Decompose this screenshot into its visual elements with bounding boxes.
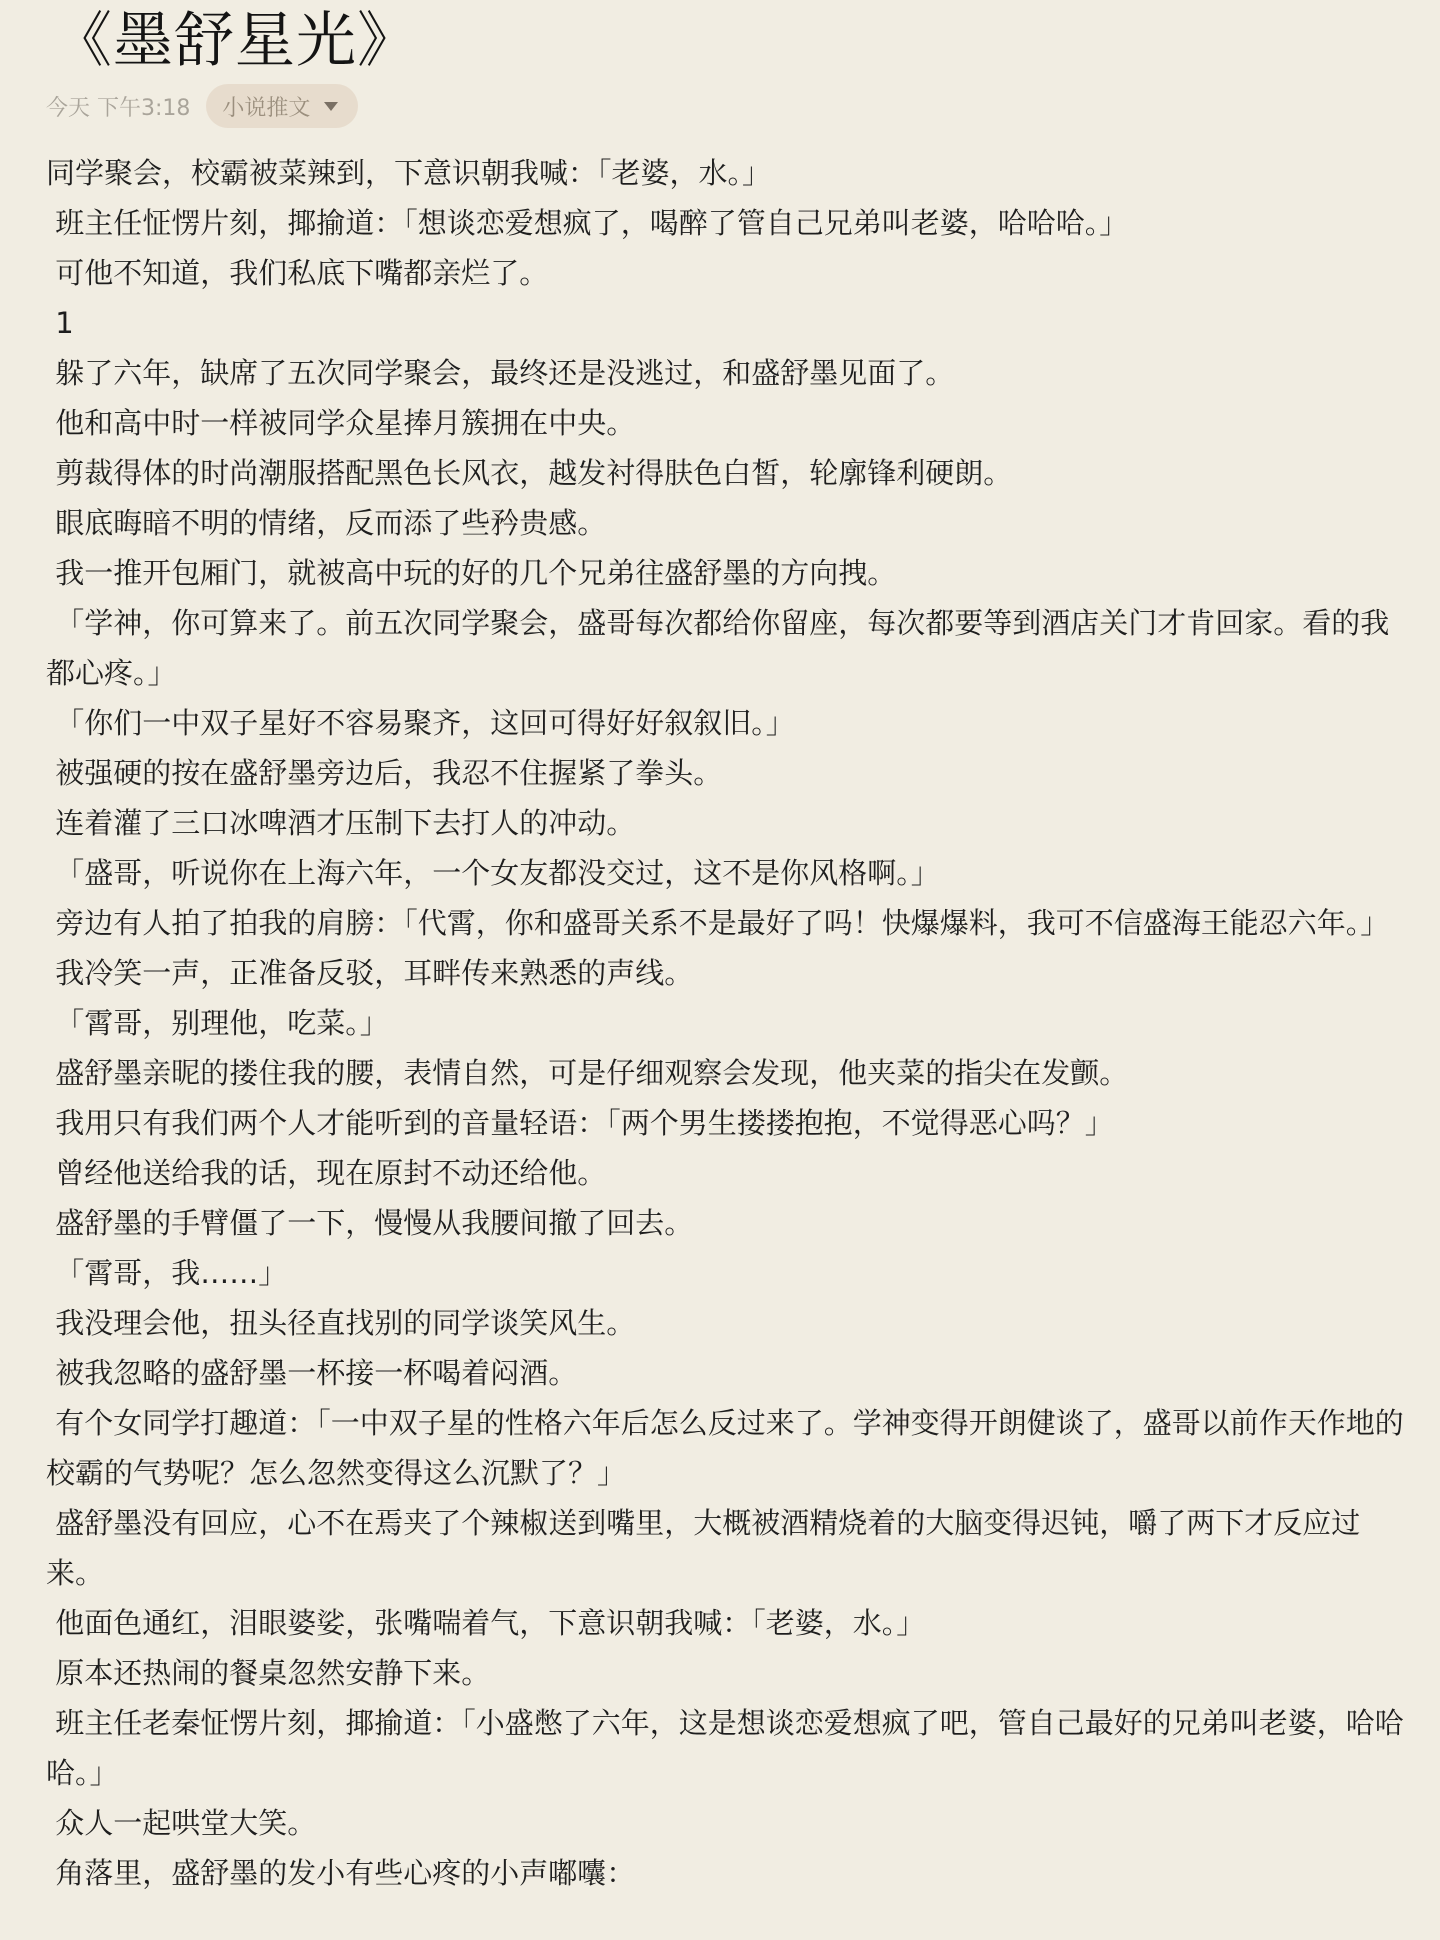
article-paragraph: 剪裁得体的时尚潮服搭配黑色长风衣，越发衬得肤色白皙，轮廓锋利硬朗。	[46, 456, 1013, 490]
article-paragraph: 我没理会他，扭头径直找别的同学谈笑风生。	[46, 1306, 636, 1340]
article-paragraph: 盛舒墨亲昵的搂住我的腰，表情自然，可是仔细观察会发现，他夹菜的指尖在发颤。	[46, 1056, 1129, 1090]
article-paragraph: 「霄哥，我……」	[46, 1256, 288, 1290]
article-paragraph: 班主任老秦怔愣片刻，揶揄道：「小盛憋了六年，这是想谈恋爱想疯了吧，管自己最好的兄弟叫老婆，哈哈哈。」	[46, 1706, 1404, 1790]
category-tag-dropdown[interactable]	[206, 84, 358, 128]
article-paragraph: 我一推开包厢门，就被高中玩的好的几个兄弟往盛舒墨的方向拽。	[46, 556, 897, 590]
article-paragraph: 他面色通红，泪眼婆娑，张嘴喘着气，下意识朝我喊：「老婆，水。」	[46, 1606, 926, 1640]
article-paragraph: 班主任怔愣片刻，揶揄道：「想谈恋爱想疯了，喝醉了管自己兄弟叫老婆，哈哈哈。」	[46, 206, 1129, 240]
article-paragraph: 被我忽略的盛舒墨一杯接一杯喝着闷酒。	[46, 1356, 578, 1390]
article-paragraph: 盛舒墨没有回应，心不在焉夹了个辣椒送到嘴里，大概被酒精烧着的大脑变得迟钝，嚼了两下才反应过来。	[46, 1506, 1361, 1590]
article-paragraph: 躲了六年，缺席了五次同学聚会，最终还是没逃过，和盛舒墨见面了。	[46, 356, 955, 390]
article-paragraph: 「你们一中双子星好不容易聚齐，这回可得好好叙叙旧。」	[46, 706, 795, 740]
article-paragraph: 旁边有人拍了拍我的肩膀：「代霄，你和盛哥关系不是最好了吗！快爆爆料，我可不信盛海王能忍六年。」	[46, 906, 1390, 940]
publish-time: 今天 下午3:18	[46, 95, 191, 121]
article-body	[46, 148, 1406, 1898]
category-label: 小说推文	[222, 95, 311, 121]
article-title: 《墨舒星光》	[52, 6, 418, 76]
article-paragraph: 有个女同学打趣道：「一中双子星的性格六年后怎么反过来了。学神变得开朗健谈了，盛哥以前作天作地的校霸的气势呢？怎么忽然变得这么沉默了？」	[46, 1406, 1404, 1490]
article-paragraph: 盛舒墨的手臂僵了一下，慢慢从我腰间撤了回去。	[46, 1206, 694, 1240]
article-paragraph: 曾经他送给我的话，现在原封不动还给他。	[46, 1156, 607, 1190]
article-paragraph: 连着灌了三口冰啤酒才压制下去打人的冲动。	[46, 806, 636, 840]
article-paragraph: 「霄哥，别理他，吃菜。」	[46, 1006, 389, 1040]
article-paragraph: 我用只有我们两个人才能听到的音量轻语：「两个男生搂搂抱抱，不觉得恶心吗？」	[46, 1106, 1114, 1140]
article-paragraph: 我冷笑一声，正准备反驳，耳畔传来熟悉的声线。	[46, 956, 694, 990]
article-paragraph: 角落里，盛舒墨的发小有些心疼的小声嘟囔：	[46, 1856, 636, 1890]
caret-down-icon	[324, 102, 338, 111]
article-paragraph: 可他不知道，我们私底下嘴都亲烂了。	[46, 256, 549, 290]
article-paragraph: 1	[46, 306, 74, 340]
article-paragraph: 同学聚会，校霸被菜辣到，下意识朝我喊：「老婆，水。」	[46, 156, 772, 190]
article-paragraph: 原本还热闹的餐桌忽然安静下来。	[46, 1656, 491, 1690]
article-paragraph: 「学神，你可算来了。前五次同学聚会，盛哥每次都给你留座，每次都要等到酒店关门才肯回家。看的我都心疼。」	[46, 606, 1390, 690]
article-paragraph: 被强硬的按在盛舒墨旁边后，我忍不住握紧了拳头。	[46, 756, 723, 790]
article-paragraph: 他和高中时一样被同学众星捧月簇拥在中央。	[46, 406, 636, 440]
article-paragraph: 「盛哥，听说你在上海六年，一个女友都没交过，这不是你风格啊。」	[46, 856, 940, 890]
article-paragraph: 眼底晦暗不明的情绪，反而添了些矜贵感。	[46, 506, 607, 540]
article-paragraph: 众人一起哄堂大笑。	[46, 1806, 317, 1840]
article-meta	[46, 84, 358, 128]
